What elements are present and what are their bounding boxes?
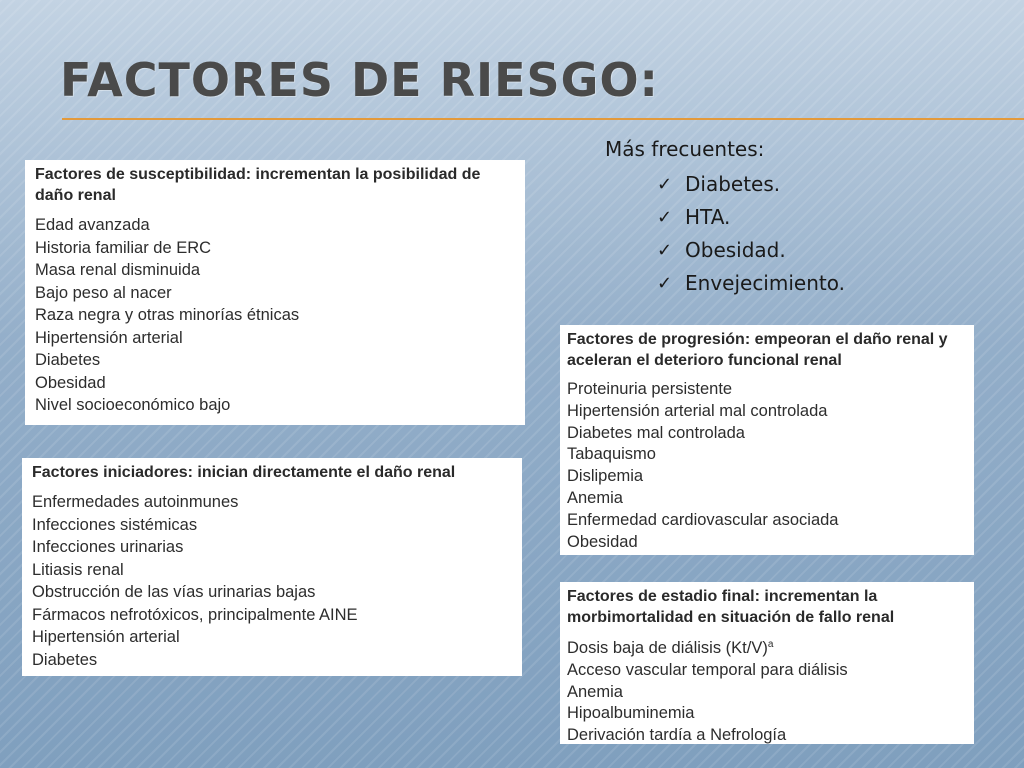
progression-panel [560,325,974,555]
list-item: Enfermedades autoinmunes [32,493,239,511]
list-item [657,201,845,234]
frequent-heading: Más frecuentes: [605,137,765,161]
panel-list [567,379,964,553]
frequent-item: Diabetes. [685,172,781,196]
list-item: Derivación tardía a Nefrología [567,726,787,745]
list-item: Bajo peso al nacer [35,283,172,302]
list-item: Infecciones urinarias [32,538,184,556]
checkmark-icon: ✓ [657,174,673,195]
slide-title: FACTORES DE RIESGO: [60,53,659,107]
checkmark-icon: ✓ [657,240,673,261]
list-item [657,267,845,300]
list-item: Obstrucción de las vías urinarias bajas [32,583,316,601]
panel-title: Factores de estadio final: incrementan la morbimortalidad en situación de fallo renal [567,588,895,626]
list-item: Tabaquismo [567,445,656,464]
list-item: Hipertensión arterial mal controlada [567,401,828,420]
checkmark-icon: ✓ [657,207,673,228]
list-item: Fármacos nefrotóxicos, principalmente AINE [32,605,358,624]
list-item: Edad avanzada [35,216,150,234]
list-item: Infecciones sistémicas [32,515,198,534]
list-item: Obesidad [567,532,638,551]
list-item: Historia familiar de ERC [35,238,212,257]
susceptibility-panel [25,160,525,425]
list-item: Proteinuria persistente [567,380,733,398]
frequent-factors [605,136,845,300]
panel-list [35,214,515,417]
panel-title: Factores de progresión: empeoran el daño renal y aceleran el deterioro funcional renal [567,331,948,369]
list-item: Hipoalbuminemia [567,704,695,723]
list-item: Enfermedad cardiovascular asociada [567,510,839,529]
list-item: Obesidad [35,373,106,392]
footnote-marker: a [767,639,774,650]
frequent-item: Obesidad. [685,238,786,262]
list-item: Dislipemia [567,467,644,486]
dialysis-dose-text: Dosis baja de diálisis (Kt/V) [567,639,768,657]
panel-title: Factores iniciadores: inician directamente el daño renal [32,464,456,481]
panel-list [32,491,512,671]
frequent-item: Envejecimiento. [685,271,845,295]
panel-title: Factores de susceptibilidad: incrementan la posibilidad de daño renal [35,166,481,204]
frequent-list [605,168,845,300]
list-item: Nivel socioeconómico bajo [35,396,231,414]
list-item: Anemia [567,682,623,701]
list-item: Litiasis renal [32,560,124,579]
panel-list [567,634,964,747]
list-item: Hipertensión arterial [35,328,183,347]
final-stage-panel [560,582,974,744]
list-item: Hipertensión arterial [32,628,180,646]
list-item [657,234,845,267]
list-item: Anemia [567,488,623,507]
list-item [567,634,964,660]
list-item: Diabetes [32,650,98,669]
list-item: Raza negra y otras minorías étnicas [35,306,300,324]
list-item: Masa renal disminuida [35,261,201,279]
list-item: Diabetes [35,351,101,369]
list-item: Diabetes mal controlada [567,423,745,442]
initiators-panel [22,458,522,676]
frequent-item: HTA. [685,205,731,229]
checkmark-icon: ✓ [657,273,673,294]
list-item [657,168,845,201]
title-divider [62,118,1024,120]
list-item: Acceso vascular temporal para diálisis [567,660,848,679]
